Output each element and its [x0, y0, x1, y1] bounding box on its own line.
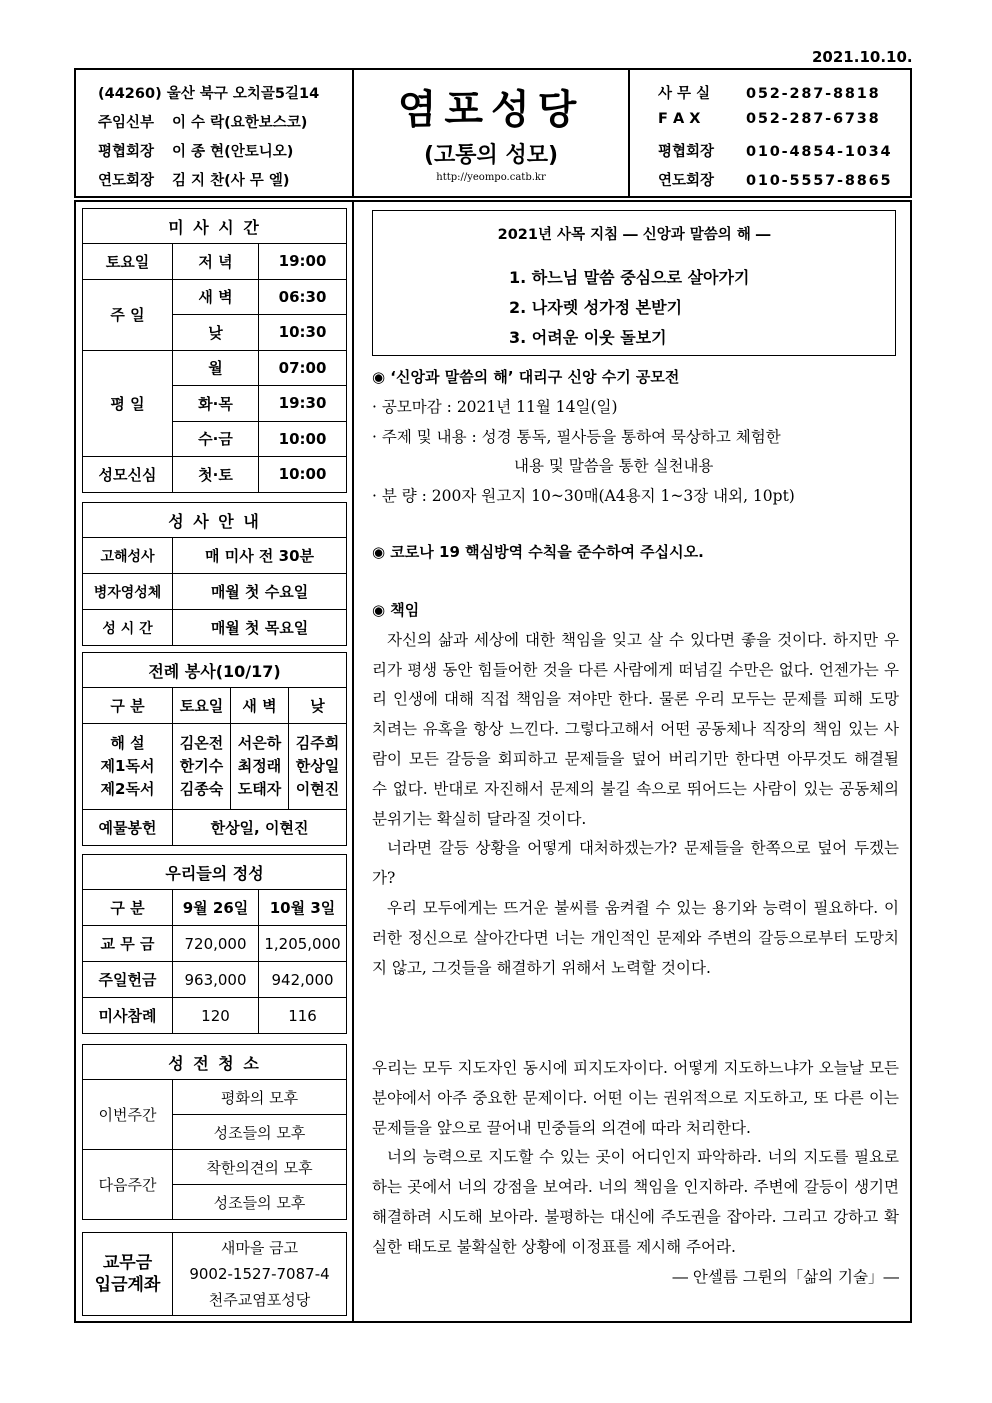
council-president-row: [98, 140, 293, 161]
liturgy-person: 김온전: [179, 734, 224, 752]
liturgy-header: 새 벽: [231, 688, 289, 724]
parish-address: (44260) 울산 북구 오치골5길14: [98, 86, 320, 102]
donations-header: 9월 26일: [173, 890, 259, 926]
liturgy-roles: [83, 724, 173, 810]
donations-header: 구 분: [83, 890, 173, 926]
liturgy-header: 구 분: [83, 688, 173, 724]
parish-name: 염포성당: [397, 87, 585, 133]
sacrament-value: 매월 첫 목요일: [173, 610, 347, 646]
contact-value: 010-4854-1034: [746, 144, 893, 160]
prayer-president-label: 연도회장: [98, 173, 155, 189]
essay-paragraph: 너라면 갈등 상황을 어떻게 대처하겠는가? 문제들을 한쪽으로 덮어 두겠는가?: [372, 839, 899, 888]
liturgy-person: 도태자: [237, 780, 282, 798]
bulletin-body: [74, 200, 912, 1323]
cleaning-group: 성조들의 모후: [173, 1185, 347, 1220]
pastor-row: [98, 111, 307, 132]
donations-label: 미사참례: [83, 998, 173, 1034]
contact-value: 052-287-6738: [746, 111, 881, 127]
cleaning-table: [82, 1044, 347, 1220]
liturgy-person: 서은하: [237, 734, 282, 752]
parish-info: [76, 70, 354, 196]
donations-value: 116: [259, 998, 347, 1034]
motto-item: 3. 어려운 이웃 돌보기: [509, 328, 667, 347]
parish-title-block: [354, 70, 630, 196]
mass-label: 새 벽: [173, 279, 259, 315]
liturgy-saturday: [173, 724, 231, 810]
parish-url[interactable]: http://yeompo.catb.kr: [436, 172, 546, 183]
contact-label: 연도회장: [658, 173, 715, 189]
contest-length: · 분 량 : 200자 원고지 10~30매(A4용지 1~3장 내외, 10pt): [372, 487, 795, 506]
sacrament-table: [82, 502, 347, 646]
donations-value: 942,000: [259, 962, 347, 998]
mass-label: 낮: [173, 315, 259, 351]
liturgy-role: 제1독서: [100, 757, 155, 775]
contest-notice: [372, 363, 899, 512]
mass-time: 10:30: [259, 315, 347, 351]
mass-label: 화·목: [173, 386, 259, 422]
prayer-president-row: [98, 169, 290, 190]
account-label-line: 교무금: [102, 1253, 153, 1273]
donations-title: 우리들의 정성: [83, 855, 347, 890]
council-president-label: 평협회장: [98, 144, 155, 160]
contact-info: [630, 70, 910, 196]
cleaning-week-label: 다음주간: [83, 1150, 173, 1220]
mass-schedule-title: 미 사 시 간: [83, 209, 347, 244]
donations-value: 720,000: [173, 926, 259, 962]
liturgy-header: 낮: [289, 688, 347, 724]
contact-value: 052-287-8818: [746, 86, 881, 102]
mass-time: 10:00: [259, 457, 347, 493]
donations-value: 1,205,000: [259, 926, 347, 962]
mass-time: 19:00: [259, 244, 347, 280]
account-bank: 새마을 금고: [220, 1239, 299, 1257]
donations-value: 120: [173, 998, 259, 1034]
donations-value: 963,000: [173, 962, 259, 998]
contact-council-president: [658, 140, 892, 161]
contest-topic-cont: 내용 및 말씀을 통한 실천내용: [514, 457, 714, 476]
mass-day: 토요일: [83, 244, 173, 280]
mass-schedule-table: [82, 208, 347, 493]
account-details: [173, 1233, 347, 1316]
motto-title: 2021년 사목 지침 ― 신앙과 말씀의 해 ―: [497, 227, 771, 243]
cleaning-group: 평화의 모후: [173, 1080, 347, 1115]
contact-label: 사 무 실: [658, 86, 711, 102]
liturgy-header: 토요일: [173, 688, 231, 724]
mass-label: 수·금: [173, 421, 259, 457]
mass-time: 19:30: [259, 386, 347, 422]
donations-label: 교 무 금: [83, 926, 173, 962]
covid-notice: ◉ 코로나 19 핵심방역 수칙을 준수하여 주십시오.: [372, 543, 704, 561]
liturgy-role: 해 설: [110, 734, 145, 752]
motto-item: 2. 나자렛 성가정 본받기: [509, 298, 683, 317]
contact-label: F A X: [658, 111, 701, 127]
contact-value: 010-5557-8865: [746, 173, 893, 189]
liturgy-person: 이현진: [295, 780, 340, 798]
sacrament-label: 성 시 간: [83, 610, 173, 646]
contact-prayer-president: [658, 169, 892, 190]
donations-table: [82, 854, 347, 1034]
liturgy-dawn: [231, 724, 289, 810]
account-label: [83, 1233, 173, 1316]
sacrament-value: 매월 첫 수요일: [173, 574, 347, 610]
contest-heading: ◉ ‘신앙과 말씀의 해’ 대리구 신앙 수기 공모전: [372, 368, 680, 386]
contest-deadline: · 공모마감 : 2021년 11월 14일(일): [372, 397, 618, 416]
main-content: [354, 202, 910, 1321]
pastoral-motto-box: [372, 210, 896, 356]
essay-paragraph: 자신의 삶과 세상에 대한 책임을 잊고 살 수 있다면 좋을 것이다. 하지만 우리가 평생 동안 힘들어한 것을 다른 사람에게 떠넘길 수만은 없다. 언젠가는 우리 인생에 대해 직접 책임을 져야만 한다. 물론 우리 모두는 문제를 피해 도망치려는 유혹을 항상 느낀다. 그렇다고해서 어떤 공동체나 직장의 책임 있는 사람이 모든 갈등을 회피하고 문제들을 덮어 버리기만 한다면 아무것도 해결될 수 없다. 반대로 자진해서 문제의 불길 속으로 뛰어드는 사람이 있는 공동체의 분위기는 확실히 달라질 것이다.: [372, 630, 899, 828]
essay-continued: [372, 1054, 899, 1292]
donations-header: 10월 3일: [259, 890, 347, 926]
sidebar: [76, 202, 354, 1321]
mass-time: 07:00: [259, 350, 347, 386]
essay-paragraph: 우리는 모두 지도자인 동시에 피지도자이다. 어떻게 지도하느냐가 오늘날 모든 분야에서 아주 중요한 문제이다. 어떤 이는 권위적으로 지도하고, 또 다른 이는 문제들을 앞으로 끌어내 민중들의 의견에 따라 처리한다.: [372, 1059, 899, 1137]
liturgy-person: 김종숙: [179, 780, 224, 798]
prayer-president-name: 김 지 찬(사 무 엘): [172, 173, 290, 189]
pastor-label: 주임신부: [98, 115, 155, 131]
donations-label: 주일헌금: [83, 962, 173, 998]
essay-paragraph: 너의 능력으로 지도할 수 있는 곳이 어디인지 파악하라. 너의 지도를 필요로 하는 곳에서 너의 강점을 보여라. 너의 책임을 인지하라. 주변에 갈등이 생기면 해결하려 시도해 보아라. 불평하는 대신에 주도권을 잡아라. 그리고 강하고 확실한 태도로 불확실한 상황에 이정표를 제시해 주어라.: [372, 1148, 899, 1256]
sacrament-label: 고해성사: [83, 538, 173, 574]
contest-topic: · 주제 및 내용 : 성경 통독, 필사등을 통하여 묵상하고 체험한: [372, 427, 781, 446]
liturgy-person: 한상일: [295, 757, 340, 775]
mass-label: 저 녁: [173, 244, 259, 280]
liturgy-role: 제2독서: [100, 780, 155, 798]
account-table: [82, 1232, 347, 1316]
offering-value: 한상일, 이현진: [173, 810, 347, 846]
cleaning-title: 성 전 청 소: [83, 1045, 347, 1080]
contact-office: [658, 82, 881, 103]
motto-item: 1. 하느님 말씀 중심으로 살아가기: [509, 268, 750, 287]
essay-source: ― 안셀름 그륀의「삶의 기술」―: [672, 1267, 899, 1286]
account-holder: 천주교염포성당: [208, 1291, 311, 1309]
cleaning-group: 성조들의 모후: [173, 1115, 347, 1150]
contact-fax: [658, 111, 881, 127]
essay: [372, 596, 899, 983]
council-president-name: 이 종 현(안토니오): [172, 144, 294, 160]
essay-paragraph: 우리 모두에게는 뜨거운 불씨를 움켜쥘 수 있는 용기와 능력이 필요하다. 이러한 정신으로 살아간다면 너는 개인적인 문제와 주변의 갈등으로부터 도망치지 않고, 그것들을 해결하기 위해서 노력할 것이다.: [372, 898, 899, 977]
parish-subtitle: (고통의 성모): [423, 143, 559, 168]
liturgy-table: [82, 652, 347, 846]
mass-day: 평 일: [83, 350, 173, 457]
pastor-name: 이 수 락(요한보스코): [172, 115, 308, 131]
cleaning-week-label: 이번주간: [83, 1080, 173, 1150]
mass-label: 첫·토: [173, 457, 259, 493]
cleaning-group: 착한의견의 모후: [173, 1150, 347, 1185]
sacrament-title: 성 사 안 내: [83, 503, 347, 538]
mass-time: 06:30: [259, 279, 347, 315]
sacrament-value: 매 미사 전 30분: [173, 538, 347, 574]
bulletin-header: [74, 68, 912, 198]
bulletin-date: 2021.10.10.: [812, 48, 913, 66]
mass-time: 10:00: [259, 421, 347, 457]
mass-day: 성모신심: [83, 457, 173, 493]
essay-heading: ◉ 책임: [372, 601, 420, 619]
liturgy-person: 최정래: [237, 757, 282, 775]
liturgy-person: 한기수: [179, 757, 224, 775]
account-number: 9002-1527-7087-4: [189, 1265, 330, 1283]
mass-day: 주 일: [83, 279, 173, 350]
liturgy-day: [289, 724, 347, 810]
account-label-line: 입금계좌: [94, 1275, 161, 1295]
contact-label: 평협회장: [658, 144, 715, 160]
offering-label: 예물봉헌: [83, 810, 173, 846]
mass-label: 월: [173, 350, 259, 386]
liturgy-title: 전례 봉사(10/17): [83, 653, 347, 688]
sacrament-label: 병자영성체: [83, 574, 173, 610]
liturgy-person: 김주희: [295, 734, 340, 752]
